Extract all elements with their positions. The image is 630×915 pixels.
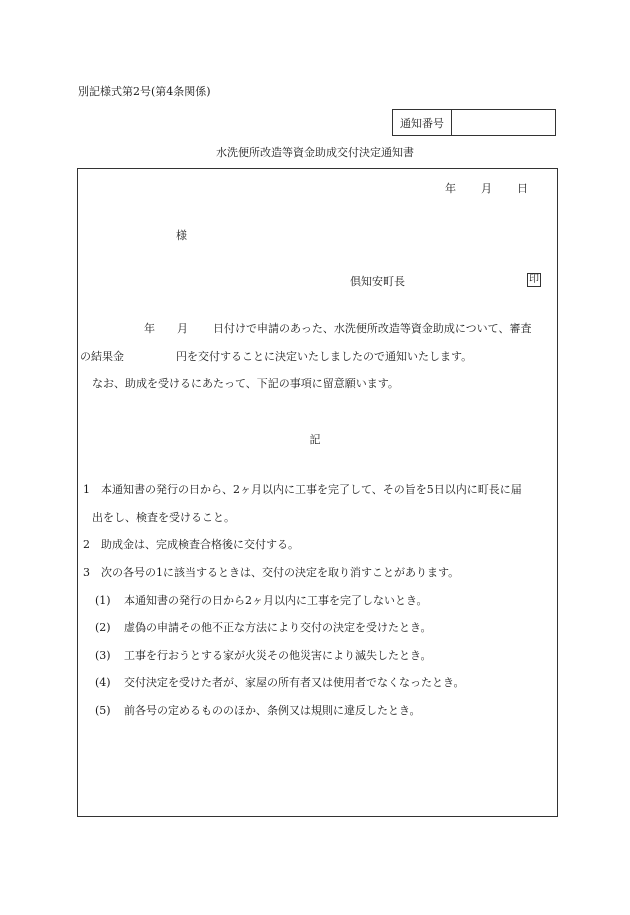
sub-item-text: 交付決定を受けた者が、家屋の所有者又は使用者でなくなったとき。 [124,676,465,689]
body-year: 年 [144,322,155,335]
item-1-text: 本通知書の発行の日から、2ヶ月以内に工事を完了して、その旨を5日以内に町長に届 [101,483,522,496]
body-line3: なお、助成を受けるにあたって、下記の事項に留意願います。 [92,377,399,390]
notice-number-field[interactable] [452,110,555,135]
date-year: 年 [445,182,456,195]
item-2-number: 2 [83,538,90,551]
body-line2-prefix: の結果金 [80,350,124,363]
item-1-continuation: 出をし、検査を受けること。 [92,511,235,524]
sub-item-text: 虚偽の申請その他不正な方法により交付の決定を受けたとき。 [124,621,432,634]
date-day: 日 [517,182,528,195]
ki-heading: 記 [309,433,321,446]
item-2-text: 助成金は、完成検査合格後に交付する。 [101,538,299,551]
sub-item-number: (3) [95,649,111,662]
body-month: 月 [177,322,188,335]
seal-mark: 印 [529,274,539,285]
body-line1: 日付けで申請のあった、水洗便所改造等資金助成について、審査 [213,322,532,335]
item-1-number: 1 [83,483,90,496]
recipient-suffix: 様 [176,229,187,242]
body-line2: 円を交付することに決定いたしましたので通知いたします。 [176,350,473,363]
notice-number-label: 通知番号 [393,110,452,135]
document-title: 水洗便所改造等資金助成交付決定通知書 [216,146,414,159]
issuer-name: 倶知安町長 [350,275,405,288]
sub-item-text: 本通知書の発行の日から2ヶ月以内に工事を完了しないとき。 [124,594,428,607]
sub-item-number: (2) [95,621,111,634]
sub-item-text: 前各号の定めるもののほか、条例又は規則に違反したとき。 [124,704,421,717]
sub-item-number: (1) [95,594,111,607]
date-month: 月 [481,182,492,195]
form-label: 別記様式第2号(第4条関係) [78,85,211,98]
sub-item-text: 工事を行おうとする家が火災その他災害により滅失したとき。 [124,649,432,662]
item-3-text: 次の各号の1に該当するときは、交付の決定を取り消すことがあります。 [101,566,460,579]
item-3-number: 3 [83,566,90,579]
sub-item-number: (4) [95,676,111,689]
sub-item-number: (5) [95,704,111,717]
date-line [445,183,528,194]
notice-number-box [392,109,556,136]
